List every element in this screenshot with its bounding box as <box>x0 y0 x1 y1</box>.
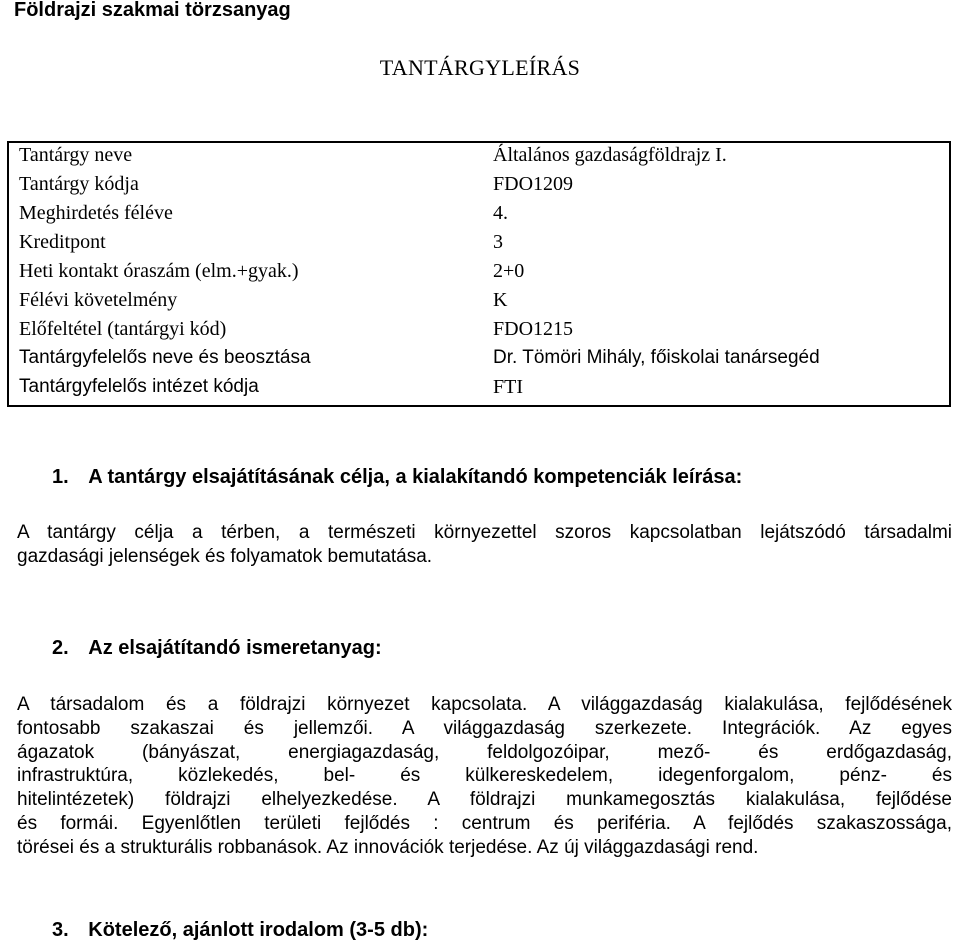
paragraph-line: infrastruktúra, közlekedés, bel- és külkereskedelem, idegenforgalom, pénz- és <box>17 765 952 787</box>
info-label: Félévi követelmény <box>19 289 178 311</box>
info-label: Tantárgyfelelős intézet kódja <box>19 376 259 397</box>
paragraph-line: A tantárgy célja a térben, a természeti környezettel szoros kapcsolatban lejátszódó társadalmi <box>17 522 952 543</box>
section-title: Az elsajátítandó ismeretanyag: <box>88 637 382 659</box>
paragraph-line: A társadalom és a földrajzi környezet kapcsolata. A világgazdaság kialakulása, fejlődésének <box>17 694 952 715</box>
info-label: Tantárgy kódja <box>19 173 139 195</box>
info-value: Dr. Tömöri Mihály, főiskolai tanársegéd <box>493 347 820 368</box>
info-value: 3 <box>493 231 503 253</box>
section-title: Kötelező, ajánlott irodalom (3-5 db): <box>88 919 429 941</box>
section-number: 3. <box>52 919 69 941</box>
info-value: Általános gazdaságföldrajz I. <box>493 144 727 166</box>
info-value: 4. <box>493 202 508 224</box>
info-value: K <box>493 289 508 311</box>
info-label: Tantárgy neve <box>19 144 133 166</box>
paragraph-line: ágazatok (bányászat, energiagazdaság, feldolgozóipar, mező- és erdőgazdaság, <box>17 741 952 763</box>
info-value: 2+0 <box>493 260 525 282</box>
document-title: TANTÁRGYLEÍRÁS <box>379 55 581 80</box>
info-label: Meghirdetés féléve <box>19 202 173 224</box>
header-title: Földrajzi szakmai törzsanyag <box>14 0 291 21</box>
section-1-heading <box>52 466 742 489</box>
course-info-table <box>7 141 951 407</box>
section-3-heading <box>52 919 428 942</box>
paragraph-line: hitelintézetek) földrajzi elhelyezkedése. A földrajzi munkamegosztás kialakulása, fejlődése <box>17 789 952 811</box>
section-1-text <box>17 521 952 569</box>
paragraph-line: törései és a strukturális robbanások. Az innovációk terjedése. Az új világgazdasági rend. <box>17 836 759 858</box>
paragraph-line: fontosabb szakaszai és jellemzői. A világgazdaság szerkezete. Integrációk. Az egyes <box>17 717 952 739</box>
info-label: Kreditpont <box>19 231 106 253</box>
info-value: FDO1215 <box>493 318 574 340</box>
section-number: 1. <box>52 466 69 488</box>
info-value: FTI <box>493 376 523 398</box>
paragraph-line: és formái. Egyenlőtlen területi fejlődés : centrum és periféria. A fejlődés szakaszossága, <box>17 812 952 834</box>
section-2-text <box>17 693 952 860</box>
section-title: A tantárgy elsajátításának célja, a kialakítandó kompetenciák leírása: <box>88 466 743 488</box>
section-2-heading <box>52 637 382 660</box>
paragraph-line: gazdasági jelenségek és folyamatok bemutatása. <box>17 545 433 567</box>
section-number: 2. <box>52 637 69 659</box>
info-label: Heti kontakt óraszám (elm.+gyak.) <box>19 260 299 282</box>
info-value: FDO1209 <box>493 173 574 195</box>
info-label: Tantárgyfelelős neve és beosztása <box>19 347 311 368</box>
info-label: Előfeltétel (tantárgyi kód) <box>19 318 227 340</box>
